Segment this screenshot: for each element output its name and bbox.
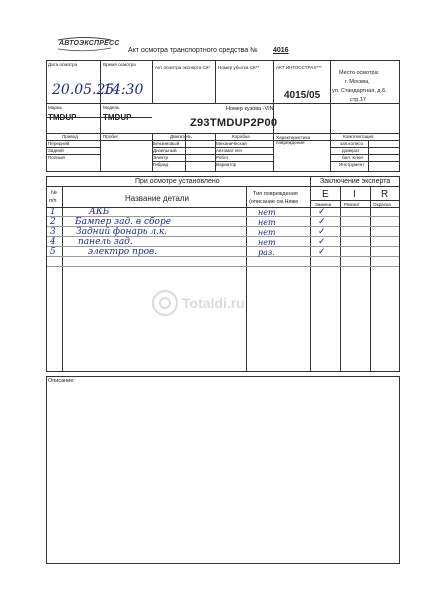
gearbox-opt-1: Механическая — [216, 141, 247, 146]
company-logo — [55, 36, 120, 52]
row-damage-type: нет — [258, 228, 276, 237]
replace-check-icon: ✓ — [318, 237, 326, 247]
col-r-sub: Окраска — [373, 202, 391, 207]
expert-act-label: Акт осмотра эксперта СК* — [155, 65, 211, 70]
row-part-name: АКБ — [89, 207, 110, 217]
row-part-name: Задний фонарь л.к. — [76, 227, 168, 237]
damage-char-label: Характеристика повреждения — [276, 135, 311, 145]
watermark — [150, 288, 280, 318]
logo-text: АВТОЭКСПРЕСС — [59, 40, 120, 47]
engine-opt-2: Дизельный — [153, 148, 177, 153]
equip-opt-4: Инструмент — [339, 162, 365, 167]
equip-label: Комплектация — [343, 134, 374, 139]
model-label: Модель — [103, 105, 120, 110]
place-line-3: стр.17 — [350, 97, 366, 103]
make-value: TMDUP — [48, 113, 77, 122]
row-part-name: Бампер зад. в сборе — [75, 217, 172, 227]
col-i-header: I — [353, 189, 356, 200]
col-type-line2: (описание см.Ниже — [249, 199, 299, 205]
row-num: 3 — [50, 227, 56, 237]
equip-opt-1: зап.колесо — [340, 141, 364, 146]
time-label: Время осмотра — [103, 62, 136, 67]
watermark-logo-icon — [150, 288, 180, 318]
col-type-line1: Тип повреждения — [253, 191, 298, 197]
notes-box — [46, 376, 400, 564]
col-r-header: R — [381, 189, 389, 200]
model-value: TMDUP — [103, 113, 132, 122]
row-num: 4 — [50, 237, 56, 247]
row-part-name: панель зад. — [78, 237, 133, 247]
replace-check-icon: ✓ — [318, 217, 326, 227]
col-e-sub: Замена — [315, 202, 332, 207]
row-damage-type: нет — [258, 218, 276, 227]
place-label: Место осмотра: — [339, 70, 380, 76]
make-label: Марка — [48, 105, 62, 110]
time-value: 14:30 — [103, 82, 144, 98]
notes-label: Описание: — [48, 378, 75, 384]
act-title: Акт осмотра транспортного средства № — [128, 47, 258, 54]
conclusion-title: Заключение эксперта — [320, 178, 391, 185]
drive-opt-1: Передний — [48, 141, 70, 146]
place-line-1: г. Москва, — [345, 79, 370, 85]
vin-value: Z93TMDUP2P00 — [190, 117, 278, 129]
ingos-act-label: АКТ ИНГОССТРАХ*** — [276, 65, 322, 70]
loss-number-label: Номер убытка СК** — [218, 65, 260, 70]
row-num: 5 — [50, 247, 56, 257]
row-part-name: электро пров. — [88, 247, 158, 257]
ingos-number-value: 4015/05 — [284, 90, 321, 101]
col-i-sub: Ремонт — [344, 202, 360, 207]
replace-check-icon: ✓ — [318, 207, 326, 217]
gearbox-label: Коробка — [232, 134, 250, 139]
row-num: 1 — [50, 207, 56, 217]
col-num-line1: № — [51, 190, 57, 196]
drive-opt-2: Задний — [48, 148, 64, 153]
gearbox-opt-2: Автомат кпп — [216, 148, 242, 153]
equip-opt-3: бал. Ключ — [342, 155, 364, 160]
findings-section-title: При осмотре установлено — [135, 178, 220, 185]
equip-opt-2: домкрат — [342, 148, 360, 153]
col-e-header: E — [322, 189, 329, 200]
row-damage-type: нет — [258, 238, 276, 247]
replace-check-icon: ✓ — [318, 247, 326, 257]
col-name-header: Название детали — [125, 194, 189, 203]
act-number: 4016 — [273, 47, 289, 54]
date-label: Дата осмотра — [48, 62, 78, 67]
col-num-line2: п/п — [49, 198, 57, 204]
place-line-2: ул. Стандартная, д.6, — [332, 88, 387, 94]
engine-opt-3: Электр — [153, 155, 169, 160]
engine-opt-4: Гибрид — [153, 162, 169, 167]
watermark-text: Totaldi.ru — [182, 295, 245, 311]
replace-check-icon: ✓ — [318, 227, 326, 237]
row-num: 2 — [50, 217, 56, 227]
date-value: 20.05.25 — [52, 82, 115, 98]
row-damage-type: раз. — [258, 248, 275, 257]
drive-label: Привод — [62, 134, 78, 139]
row-damage-type: нет — [258, 208, 276, 217]
gearbox-opt-4: Вариатор — [216, 162, 237, 167]
mileage-label: Пробег — [103, 134, 119, 139]
drive-opt-3: Полный — [48, 155, 65, 160]
vin-label: Номер кузова -VIN — [226, 106, 274, 112]
engine-opt-1: Бензиновый — [153, 141, 180, 146]
engine-label: Двигатель — [170, 134, 192, 139]
gearbox-opt-3: Робот — [216, 155, 229, 160]
